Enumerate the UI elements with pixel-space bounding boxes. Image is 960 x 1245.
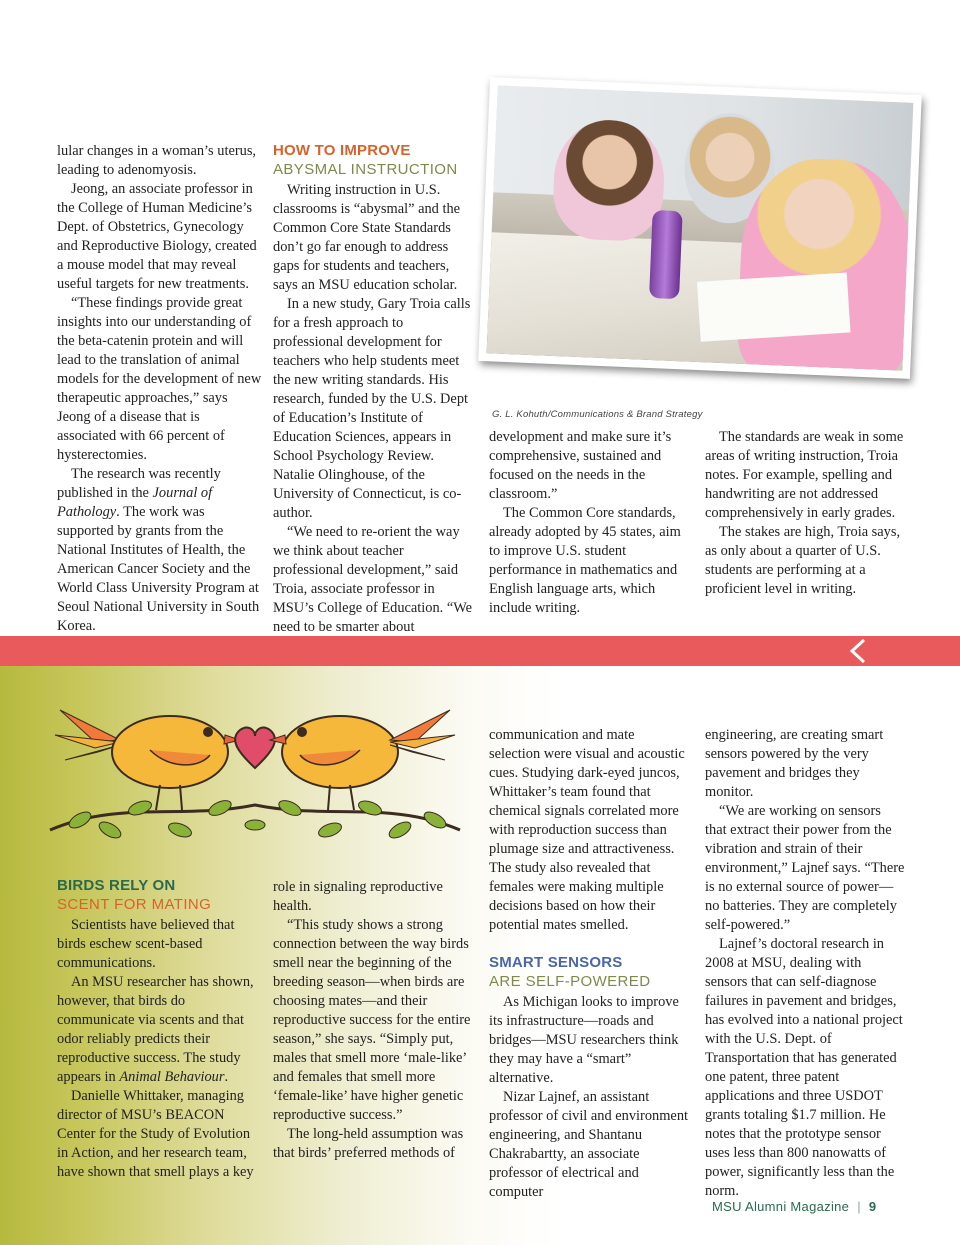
photo-credit: G. L. Kohuth/Communications & Brand Strategy [492,409,703,420]
column-4-top [705,428,905,599]
paragraph: The Common Core standards, already adopted by 45 states, aim to improve U.S. student performance in mathematics and English language arts, which include writing. [489,505,681,616]
article-subheading: SCENT FOR MATING [57,896,212,913]
paragraph [57,465,262,636]
paragraph: Lajnef’s doctoral research in 2008 at MSU, dealing with sensors that can self-diagnose failures in pavement and bridges, has evolved into a national project with the U.S. Dept. of Transportation that has generated one patent, three patent applications and three USDOT grants totaling $1.7 million. He notes that the prototype sensor uses less than 800 nanowatts of power, significantly less than the norm. [705,936,903,1199]
text-run: . The work was supported by grants from the National Institutes of Health, the American Cancer Society and the World Class University Program at Seoul National University in South Korea. [57,504,260,634]
footer-separator: | [857,1199,861,1214]
journal-title: Animal Behaviour [119,1069,225,1085]
paragraph: The stakes are high, Troia says, as only about a quarter of U.S. students are performing at a proficient level in writing. [705,524,901,597]
paragraph: communication and mate selection were visual and acoustic cues. Studying dark-eyed juncos, Whittaker’s team found that chemical signals correlated more with reproduction success than plumage size and attractiveness. The study also revealed that females were making multiple decisions based on how their potential mates smelled. [489,727,685,933]
paragraph: Nizar Lajnef, an assistant professor of civil and environment engineering, and Shantanu Chakrabartty, an associate professor of electrical and computer [489,1089,689,1200]
paragraph: In a new study, Gary Troia calls for a fresh approach to professional development for teachers who help students meet the new writing standards. His research, funded by the U.S. Dept of Education’s Institute of Education Sciences, appears in School Psychology Review. Natalie Olinghouse, of the University of Connecticut, is co-author. [273,296,471,521]
column-1-top [57,142,262,636]
section-divider-band [0,636,960,666]
paragraph: Jeong, an associate professor in the College of Human Medicine’s Dept. of Obstetrics, Gynecology and Reproductive Biology, created a mouse model that may reveal useful targets for new treatments. [57,181,257,292]
text-run: . [224,1069,229,1085]
paragraph: “These findings provide great insights into our understanding of the beta-catenin protein and will lead to the translation of animal models for the development of new therapeutic approaches,” says Jeong of a disease that is associated with 66 percent of hysterectomies. [57,295,262,463]
column-3-top [489,428,689,618]
paragraph: development and make sure it’s comprehensive, sustained and focused on the needs in the classroom.” [489,429,672,502]
paragraph: lular changes in a woman’s uterus, leading to adenomyosis. [57,143,257,178]
magazine-name: MSU Alumni Magazine [712,1199,850,1214]
column-4-bottom [705,726,905,1201]
text-run: The research was recently published in the [57,466,221,501]
paragraph: Danielle Whittaker, managing director of MSU’s BEACON Center for the Study of Evolution in Action, and her research team, have shown that smell plays a key [57,1088,254,1180]
paragraph: Writing instruction in U.S. classrooms is “abysmal” and the Common Core State Standards don’t go far enough to address gaps for students and teachers, says an MSU education scholar. [273,182,461,293]
paragraph: As Michigan looks to improve its infrastructure—roads and bridges—MSU researchers think they may have a “smart” alternative. [489,994,679,1086]
paragraph: engineering, are creating smart sensors powered by the very pavement and bridges they monitor. [705,727,884,800]
birds-heart-illustration [40,680,470,860]
paragraph: Scientists have believed that birds eschew scent-based communications. [57,917,235,971]
column-1-bottom [57,877,262,1182]
paragraph: “We need to re-orient the way we think about teacher professional development,” said Troia, associate professor in MSU’s College of Education. “We need to be smarter about [273,524,473,635]
page-footer [712,1199,876,1214]
journal-title: Journal of Pathology [57,485,213,520]
text-run: An MSU researcher has shown, however, that birds do communicate via scents and that odor reliably predicts their reproductive success. The study appears in [57,974,254,1085]
column-3-bottom [489,726,689,1202]
paragraph: “We are working on sensors that extract their power from the vibration and strain of their environment,” Lajnef says. “There is no external source of power—no batteries. They are completely self-powered.” [705,803,905,933]
article-subheading: ABYSMAL INSTRUCTION [273,161,458,178]
paragraph [57,973,262,1087]
page-number: 9 [868,1199,877,1214]
paragraph: role in signaling reproductive health. [273,879,443,914]
classroom-photo [478,77,922,379]
column-2-top [273,142,473,656]
article-heading: BIRDS RELY ON [57,877,176,894]
article-heading: HOW TO IMPROVE [273,142,411,159]
paragraph: The long-held assumption was that birds’ preferred methods of [273,1126,464,1161]
column-2-bottom [273,878,473,1163]
paragraph: The standards are weak in some areas of writing instruction, Troia notes. For example, spelling and handwriting are not addressed comprehensively in early grades. [705,429,904,521]
chevron-left-icon [842,636,882,666]
paragraph: “This study shows a strong connection between the way birds smell near the beginning of the breeding season—when birds are choosing mates—and their reproductive success for the entire season,” she says. “Simply put, males that smell more ‘male-like’ and females that smell more ‘female-like’ have higher genetic reproductive success.” [273,917,471,1123]
article-heading: SMART SENSORS [489,954,623,971]
photo-image [487,85,914,370]
article-subheading: ARE SELF-POWERED [489,973,651,990]
